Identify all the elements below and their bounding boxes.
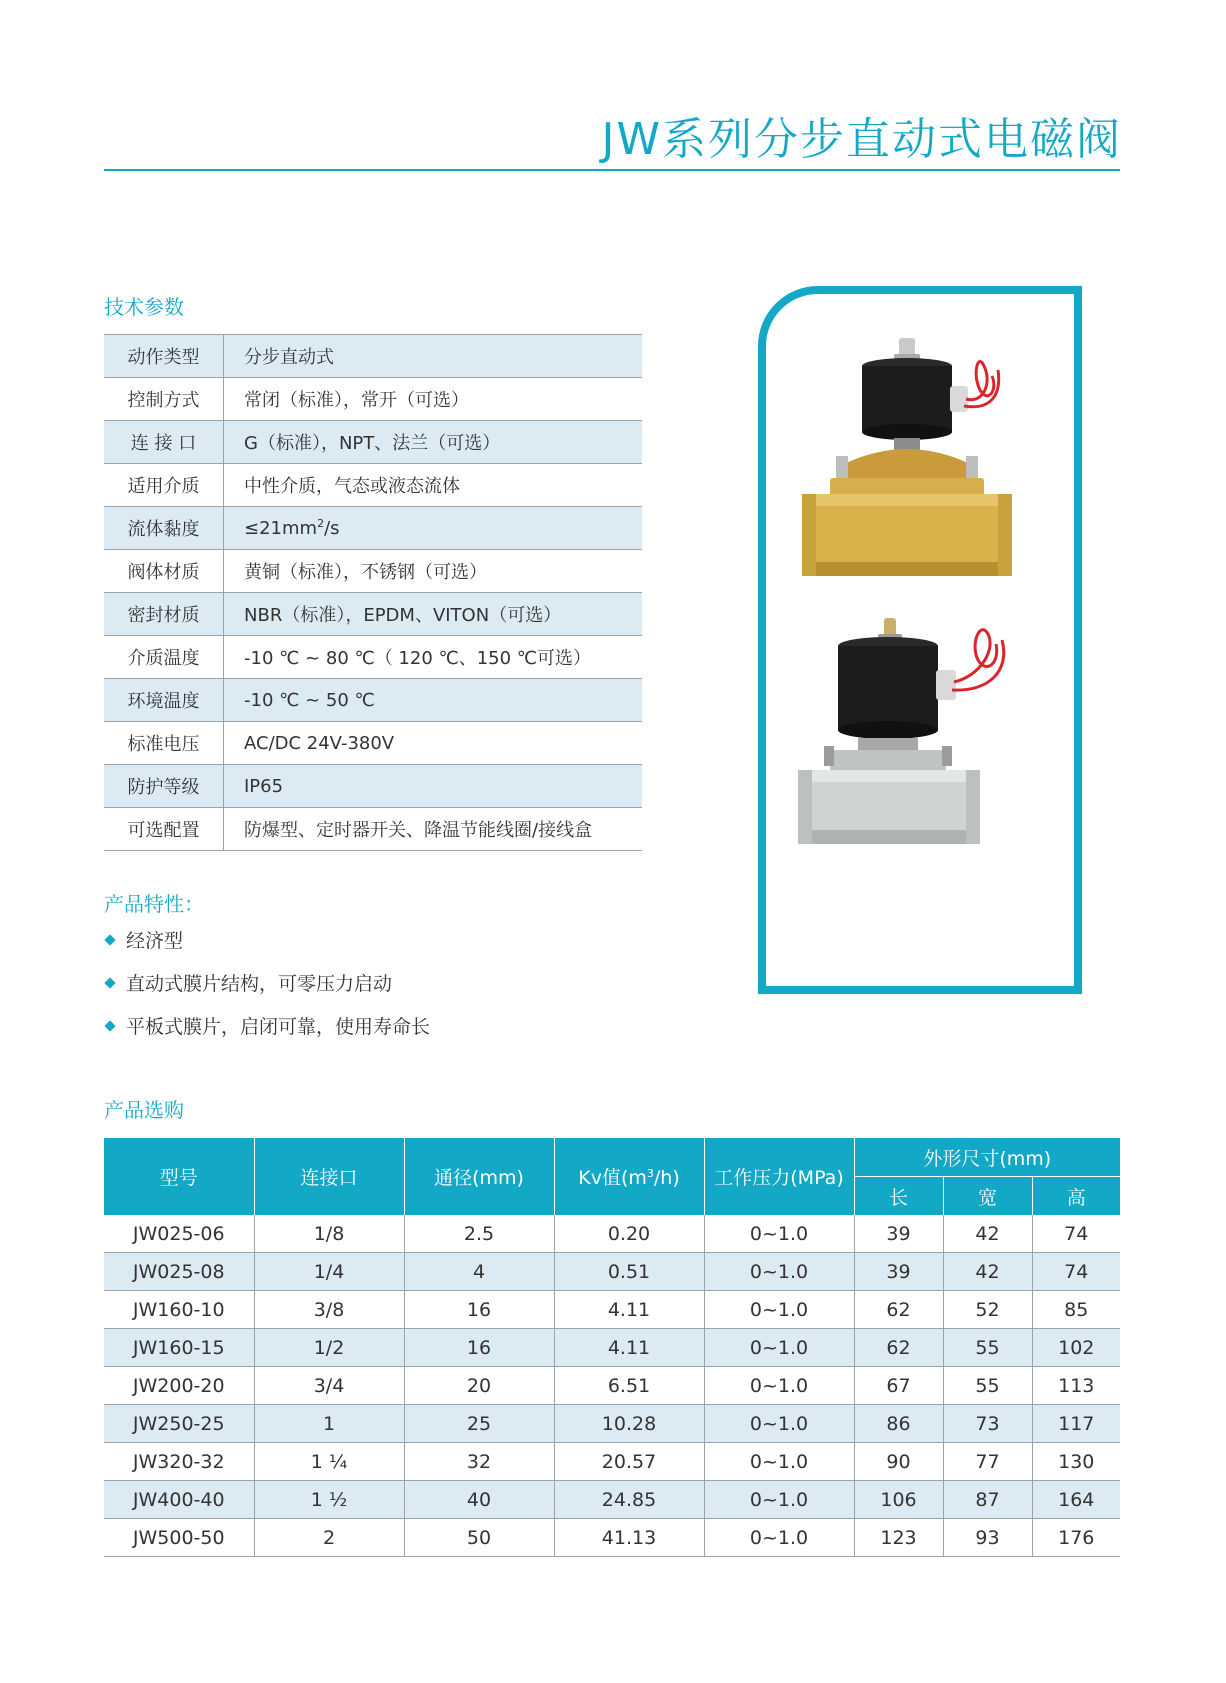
cell-port: 1/4 (254, 1253, 404, 1291)
cell-port: 1 (254, 1405, 404, 1443)
param-value: 防爆型、定时器开关、降温节能线圈/接线盒 (224, 808, 643, 851)
cell-bore: 2.5 (404, 1215, 554, 1253)
diamond-bullet-icon (104, 1020, 115, 1031)
param-value: 分步直动式 (224, 335, 643, 378)
cell-width: 52 (943, 1291, 1032, 1329)
features-heading: 产品特性： (104, 892, 204, 916)
table-row (104, 335, 642, 378)
param-value: 常闭（标准），常开（可选） (224, 378, 643, 421)
param-value: 中性介质，气态或液态流体 (224, 464, 643, 507)
cell-bore: 4 (404, 1253, 554, 1291)
cell-pressure: 0~1.0 (704, 1405, 854, 1443)
title-divider (104, 169, 1120, 171)
param-label: 动作类型 (104, 335, 224, 378)
header-bore: 通径(mm) (404, 1138, 554, 1215)
header-kv-unit: /h) (653, 1167, 680, 1189)
cell-kv: 4.11 (554, 1291, 704, 1329)
param-label: 防护等级 (104, 765, 224, 808)
cell-width: 42 (943, 1253, 1032, 1291)
cell-bore: 16 (404, 1291, 554, 1329)
cell-height: 164 (1032, 1481, 1120, 1519)
header-port: 连接口 (254, 1138, 404, 1215)
cell-pressure: 0~1.0 (704, 1215, 854, 1253)
table-row (104, 1519, 1120, 1557)
table-row (104, 1405, 1120, 1443)
cell-length: 62 (854, 1329, 943, 1367)
cell-bore: 32 (404, 1443, 554, 1481)
diamond-bullet-icon (104, 977, 115, 988)
cell-length: 39 (854, 1253, 943, 1291)
table-row (104, 593, 642, 636)
cell-width: 73 (943, 1405, 1032, 1443)
cell-height: 117 (1032, 1405, 1120, 1443)
cell-kv: 0.51 (554, 1253, 704, 1291)
table-row (104, 679, 642, 722)
param-value: G（标准），NPT、法兰（可选） (224, 421, 643, 464)
list-item (104, 963, 430, 1006)
cell-port: 2 (254, 1519, 404, 1557)
cell-kv: 10.28 (554, 1405, 704, 1443)
param-value: AC/DC 24V-380V (224, 722, 643, 765)
cell-length: 67 (854, 1367, 943, 1405)
table-row (104, 765, 642, 808)
table-row (104, 1481, 1120, 1519)
cell-height: 74 (1032, 1215, 1120, 1253)
cell-port: 1/2 (254, 1329, 404, 1367)
param-label: 介质温度 (104, 636, 224, 679)
param-label: 流体黏度 (104, 507, 224, 550)
table-row (104, 421, 642, 464)
table-row (104, 1253, 1120, 1291)
table-header-row (104, 1138, 1120, 1177)
cell-height: 176 (1032, 1519, 1120, 1557)
param-label: 密封材质 (104, 593, 224, 636)
table-row (104, 378, 642, 421)
param-value: -10 ℃ ~ 50 ℃ (224, 679, 643, 722)
cell-pressure: 0~1.0 (704, 1253, 854, 1291)
cell-kv: 24.85 (554, 1481, 704, 1519)
table-row (104, 636, 642, 679)
param-value: IP65 (224, 765, 643, 808)
cell-port: 3/8 (254, 1291, 404, 1329)
cell-port: 1/8 (254, 1215, 404, 1253)
cell-model: JW160-10 (104, 1291, 254, 1329)
viscosity-value: ≤21mm (244, 517, 318, 539)
page-title: JW系列分步直动式电磁阀 (601, 114, 1122, 165)
header-length: 长 (854, 1177, 943, 1216)
table-row (104, 722, 642, 765)
cell-height: 74 (1032, 1253, 1120, 1291)
cell-width: 55 (943, 1367, 1032, 1405)
param-label: 环境温度 (104, 679, 224, 722)
table-row (104, 1367, 1120, 1405)
features-list (104, 920, 430, 1049)
cell-length: 106 (854, 1481, 943, 1519)
param-label: 可选配置 (104, 808, 224, 851)
cell-model: JW025-08 (104, 1253, 254, 1291)
cell-kv: 41.13 (554, 1519, 704, 1557)
list-item (104, 920, 430, 963)
cell-model: JW320-32 (104, 1443, 254, 1481)
cell-model: JW250-25 (104, 1405, 254, 1443)
table-row (104, 507, 642, 550)
header-kv (554, 1138, 704, 1215)
cell-pressure: 0~1.0 (704, 1519, 854, 1557)
header-kv-text: Kv值(m (578, 1167, 647, 1189)
cell-model: JW400-40 (104, 1481, 254, 1519)
param-label: 连 接 口 (104, 421, 224, 464)
cell-length: 86 (854, 1405, 943, 1443)
cell-length: 62 (854, 1291, 943, 1329)
cell-pressure: 0~1.0 (704, 1291, 854, 1329)
table-row (104, 1215, 1120, 1253)
cell-width: 93 (943, 1519, 1032, 1557)
cell-pressure: 0~1.0 (704, 1367, 854, 1405)
cell-pressure: 0~1.0 (704, 1329, 854, 1367)
cell-height: 130 (1032, 1443, 1120, 1481)
cell-width: 87 (943, 1481, 1032, 1519)
diamond-bullet-icon (104, 934, 115, 945)
feature-text: 平板式膜片，启闭可靠，使用寿命长 (126, 1016, 431, 1038)
cell-width: 55 (943, 1329, 1032, 1367)
header-height: 高 (1032, 1177, 1120, 1216)
table-row (104, 808, 642, 851)
stainless-solenoid-valve (798, 618, 1004, 844)
cell-model: JW500-50 (104, 1519, 254, 1557)
cell-bore: 16 (404, 1329, 554, 1367)
cell-port: 1 ¼ (254, 1443, 404, 1481)
param-label: 控制方式 (104, 378, 224, 421)
cell-length: 90 (854, 1443, 943, 1481)
cell-kv: 20.57 (554, 1443, 704, 1481)
param-label: 阀体材质 (104, 550, 224, 593)
table-row (104, 550, 642, 593)
header-model: 型号 (104, 1138, 254, 1215)
brass-solenoid-valve (802, 338, 1012, 576)
cell-height: 113 (1032, 1367, 1120, 1405)
cell-pressure: 0~1.0 (704, 1443, 854, 1481)
cell-kv: 4.11 (554, 1329, 704, 1367)
tech-heading: 技术参数 (104, 295, 184, 319)
cell-height: 102 (1032, 1329, 1120, 1367)
cell-length: 123 (854, 1519, 943, 1557)
header-pressure: 工作压力(MPa) (704, 1138, 854, 1215)
cell-bore: 25 (404, 1405, 554, 1443)
product-image-frame (758, 286, 1082, 994)
cell-port: 3/4 (254, 1367, 404, 1405)
table-row (104, 1329, 1120, 1367)
product-order-table (104, 1138, 1120, 1557)
cell-model: JW200-20 (104, 1367, 254, 1405)
viscosity-unit: /s (324, 517, 340, 539)
viscosity-superscript: 2 (317, 516, 325, 530)
tech-params-table (104, 334, 642, 851)
feature-text: 直动式膜片结构，可零压力启动 (126, 973, 393, 995)
table-row (104, 1443, 1120, 1481)
header-dimensions: 外形尺寸(mm) (854, 1138, 1120, 1177)
table-row (104, 464, 642, 507)
cell-bore: 20 (404, 1367, 554, 1405)
param-label: 适用介质 (104, 464, 224, 507)
list-item (104, 1006, 430, 1049)
cell-pressure: 0~1.0 (704, 1481, 854, 1519)
cell-kv: 6.51 (554, 1367, 704, 1405)
param-value (224, 507, 643, 550)
cell-height: 85 (1032, 1291, 1120, 1329)
cell-width: 42 (943, 1215, 1032, 1253)
header-width: 宽 (943, 1177, 1032, 1216)
cell-kv: 0.20 (554, 1215, 704, 1253)
cell-width: 77 (943, 1443, 1032, 1481)
param-value: 黄铜（标准），不锈钢（可选） (224, 550, 643, 593)
cell-length: 39 (854, 1215, 943, 1253)
param-value: NBR（标准），EPDM、VITON（可选） (224, 593, 643, 636)
product-images (766, 294, 1074, 986)
cell-port: 1 ½ (254, 1481, 404, 1519)
cell-bore: 40 (404, 1481, 554, 1519)
cell-model: JW160-15 (104, 1329, 254, 1367)
cell-model: JW025-06 (104, 1215, 254, 1253)
header-kv-superscript: 3 (646, 1167, 654, 1180)
order-heading: 产品选购 (104, 1098, 184, 1122)
table-row (104, 1291, 1120, 1329)
param-label: 标准电压 (104, 722, 224, 765)
cell-bore: 50 (404, 1519, 554, 1557)
param-value: -10 ℃ ~ 80 ℃（ 120 ℃、150 ℃可选） (224, 636, 643, 679)
feature-text: 经济型 (126, 930, 184, 952)
